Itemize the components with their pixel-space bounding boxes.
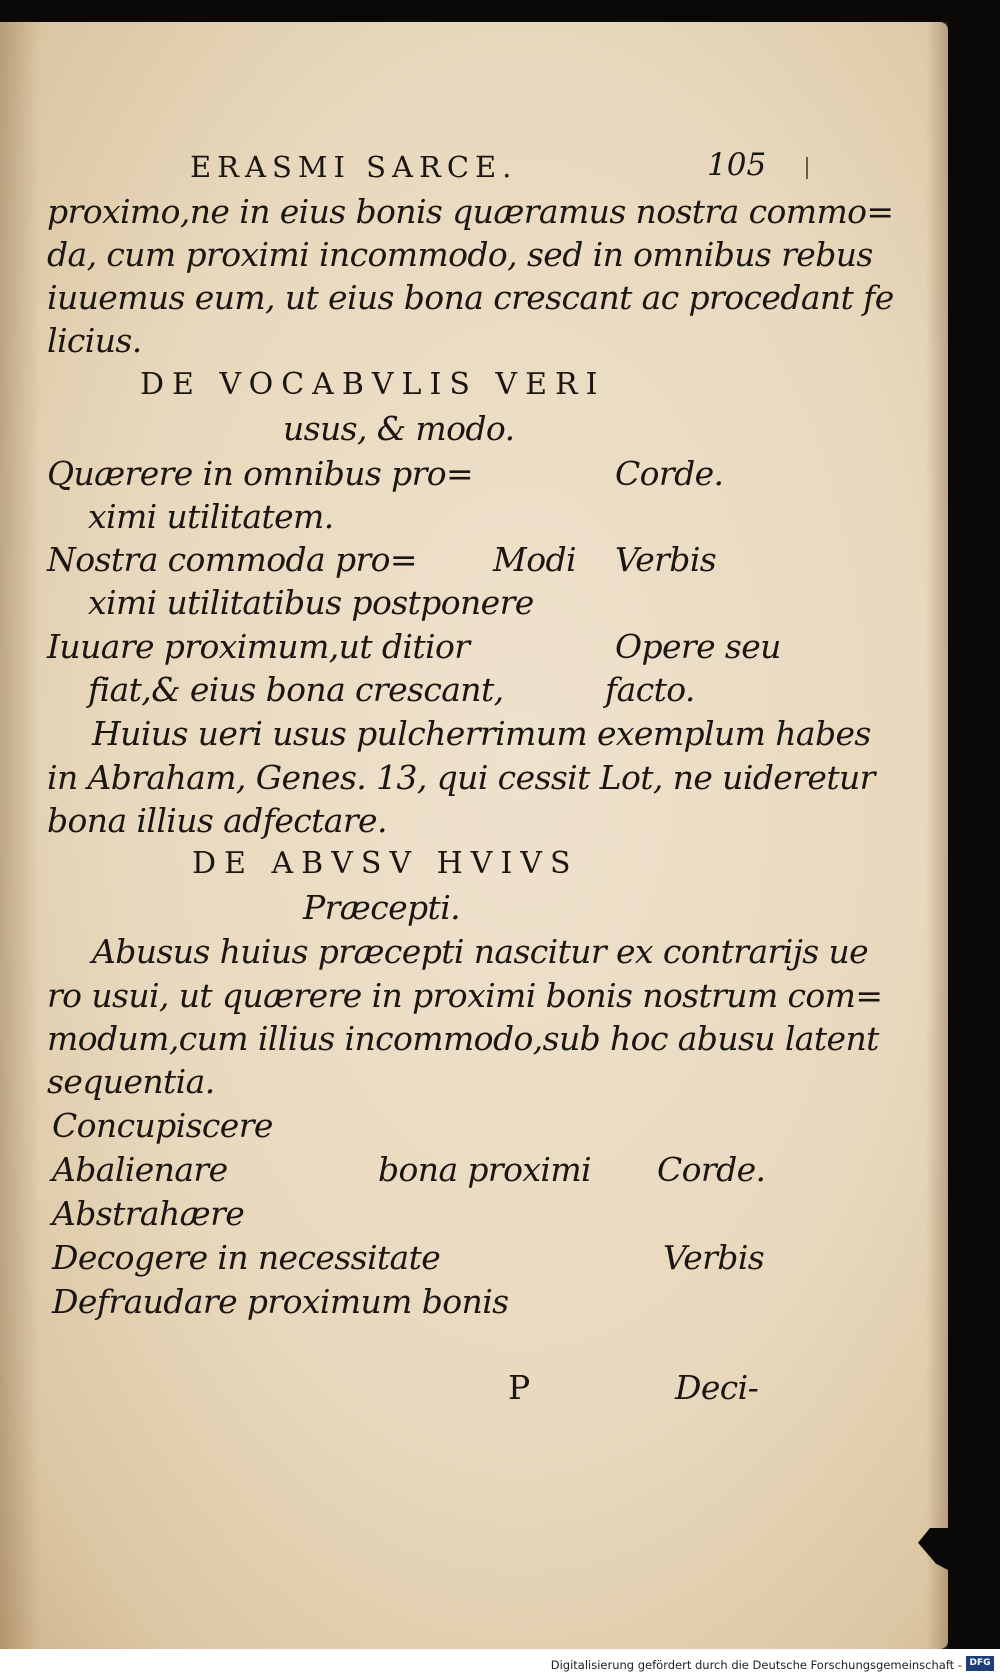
section-heading: DE ABVSV HVIVS [192, 846, 579, 881]
abuse-list-middle: bona proximi [378, 1150, 591, 1189]
modi-right-line: Verbis [615, 540, 717, 579]
modi-label: Modi [493, 540, 576, 579]
example-line: bona illius adfectare. [47, 801, 387, 840]
abuse-line: Abusus huius præcepti nascitur ex contrarijs ue [92, 932, 869, 971]
modi-left-line: Nostra commoda pro= [47, 540, 417, 579]
signature-mark: P [508, 1368, 530, 1407]
example-line: in Abraham, Genes. 13, qui cessit Lot, ne uideretur [47, 758, 875, 797]
modi-right-line: facto. [605, 670, 695, 709]
margin-mark [806, 157, 808, 179]
abuse-line: sequentia. [47, 1062, 215, 1101]
body-line: da, cum proximi incommodo, sed in omnibus rebus [47, 235, 873, 274]
modi-left-line: ximi utilitatibus postponere [88, 583, 534, 622]
modi-left-line: Quærere in omnibus pro= [47, 454, 474, 493]
abuse-line: ro usui, ut quærere in proximi bonis nostrum com= [47, 976, 883, 1015]
folio-number: 105 [707, 147, 767, 183]
section-subheading: usus, & modo. [283, 409, 515, 448]
modi-left-line: ximi utilitatem. [88, 497, 334, 536]
body-line: licius. [47, 321, 142, 360]
abuse-list-item: Decogere in necessitate [52, 1238, 441, 1277]
abuse-list-right: Verbis [663, 1238, 765, 1277]
modi-right-line: Corde. [615, 454, 724, 493]
example-line: Huius ueri usus pulcherrimum exemplum habes [92, 714, 871, 753]
modi-left-line: fiat,& eius bona crescant, [88, 670, 504, 709]
scan-credit-bar [0, 1649, 1000, 1676]
scan-credit: Digitalisierung gefördert durch die Deutsche Forschungsgemeinschaft - [550, 1658, 962, 1672]
abuse-list-item: Defraudare proximum bonis [52, 1282, 509, 1321]
abuse-line: modum,cum illius incommodo,sub hoc abusu latent [47, 1019, 879, 1058]
body-line: proximo,ne in eius bonis quæramus nostra commo= [47, 192, 894, 231]
modi-right-line: Opere seu [615, 627, 781, 666]
running-title: ERASMI SARCE. [190, 150, 518, 184]
book-page [0, 22, 948, 1649]
abuse-list-item: Abstrahære [52, 1194, 245, 1233]
dfg-logo: DFG [966, 1656, 994, 1671]
body-line: iuuemus eum, ut eius bona crescant ac procedant fe [47, 278, 894, 317]
section-heading: DE VOCABVLIS VERI [140, 367, 606, 402]
catchword: Deci- [675, 1368, 759, 1407]
abuse-list-item: Concupiscere [52, 1106, 273, 1145]
abuse-list-right: Corde. [657, 1150, 766, 1189]
modi-left-line: Iuuare proximum,ut ditior [47, 627, 470, 666]
abuse-list-item: Abalienare [52, 1150, 228, 1189]
section-subheading: Præcepti. [303, 888, 461, 927]
